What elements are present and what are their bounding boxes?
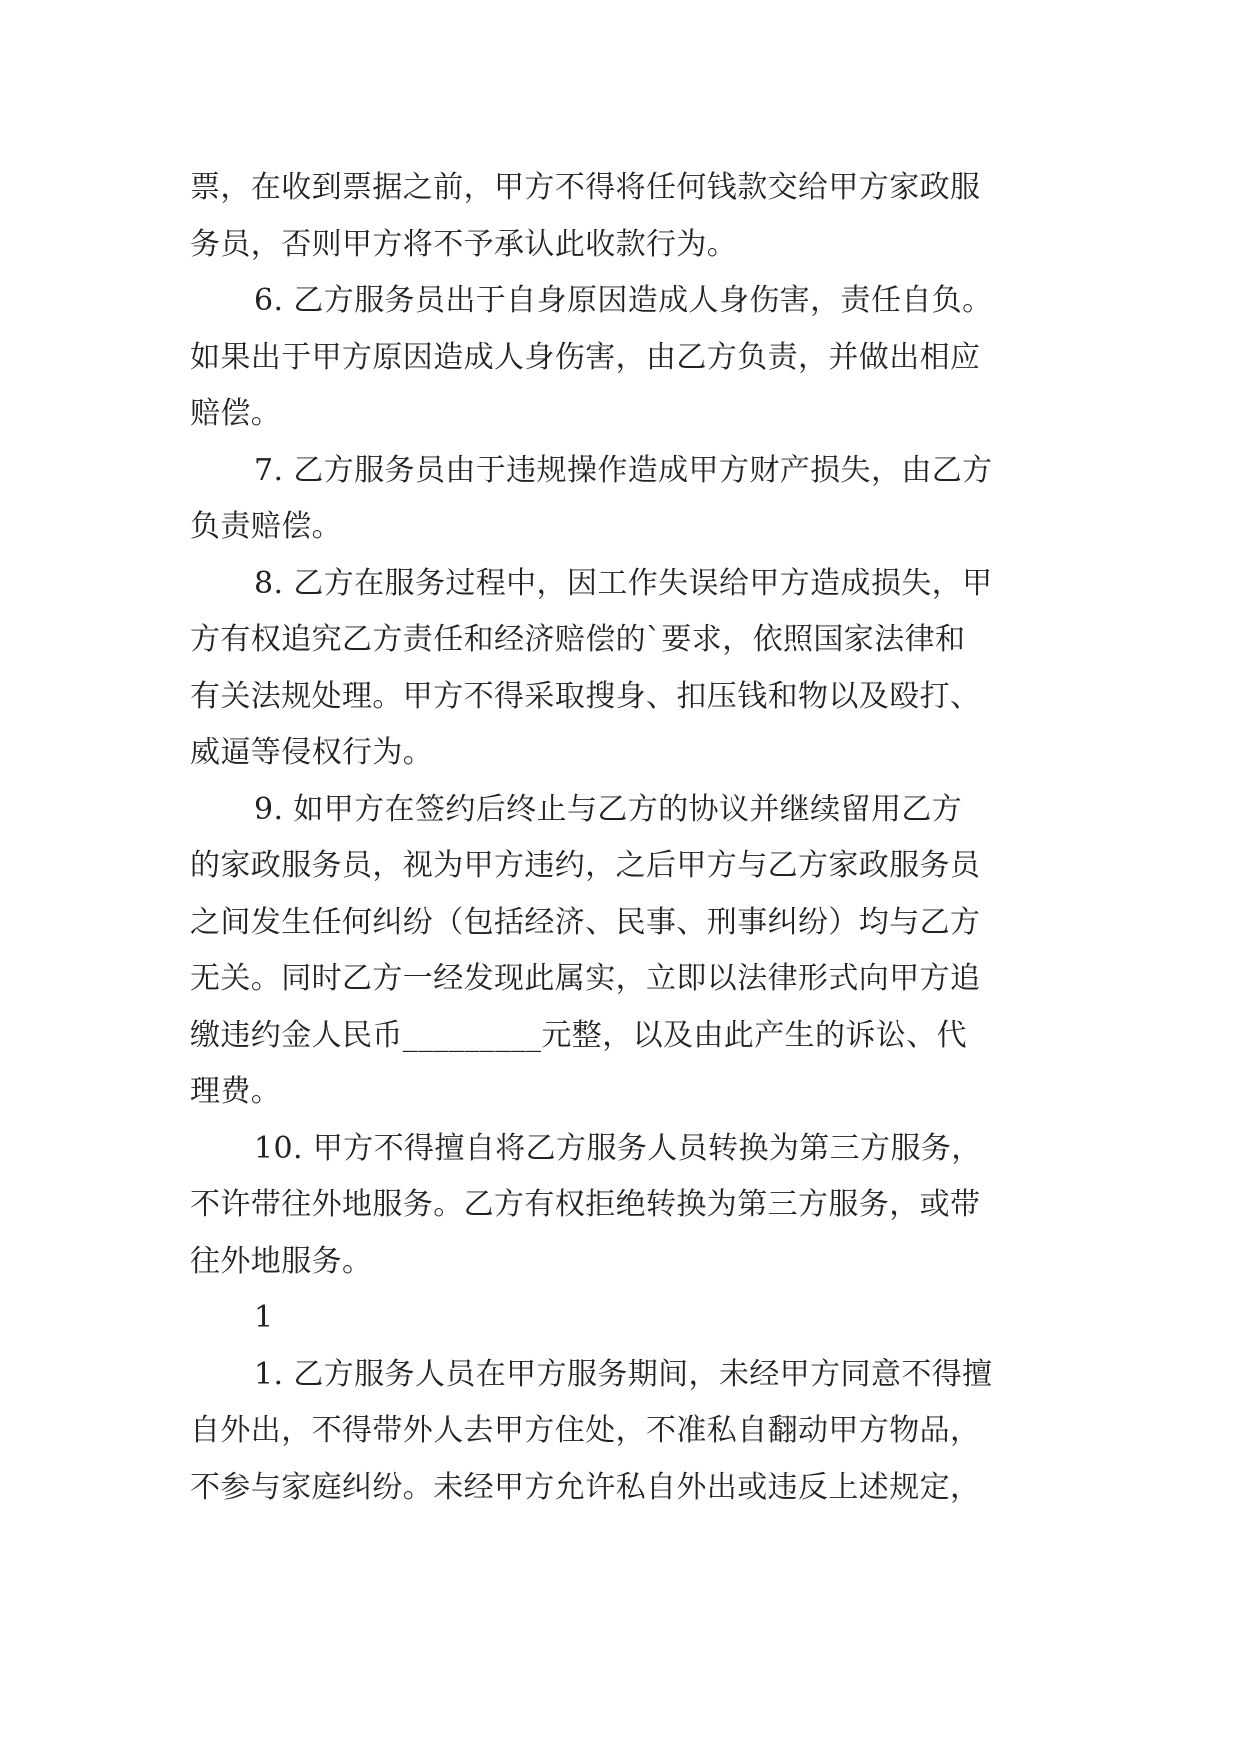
text-line: 务员，否则甲方将不予承认此收款行为。 [190, 226, 738, 262]
text-line: 缴违约金人民币_________元整，以及由此产生的诉讼、代 [190, 1017, 967, 1053]
text-line: 如果出于甲方原因造成人身伤害，由乙方负责，并做出相应 [190, 339, 981, 375]
text-line: 往外地服务。 [190, 1243, 373, 1279]
text-line: 自外出，不得带外人去甲方住处，不准私自翻动甲方物品， [190, 1413, 981, 1448]
section-number: 1 [254, 1300, 274, 1335]
clause-1-line: 1. 乙方服务人员在甲方服务期间，未经甲方同意不得擅 [254, 1356, 993, 1392]
text-line: 威逼等侵权行为。 [190, 735, 434, 770]
clause-10-line: 10. 甲方不得擅自将乙方服务人员转换为第三方服务， [254, 1130, 982, 1166]
clause-6-line: 6. 乙方服务员出于自身原因造成人身伤害，责任自负。 [254, 283, 993, 318]
text-line: 理费。 [190, 1074, 282, 1109]
text-line: 不许带往外地服务。乙方有权拒绝转换为第三方服务，或带 [190, 1187, 981, 1222]
clause-9-line: 9. 如甲方在签约后终止与乙方的协议并继续留用乙方 [254, 791, 963, 827]
clause-7-line: 7. 乙方服务员由于违规操作造成甲方财产损失，由乙方 [254, 452, 993, 488]
text-line: 负责赔偿。 [190, 509, 342, 544]
text-line: 的家政服务员，视为甲方违约，之后甲方与乙方家政服务员 [190, 848, 981, 883]
text-line: 票，在收到票据之前，甲方不得将任何钱款交给甲方家政服 [190, 170, 981, 205]
text-line: 无关。同时乙方一经发现此属实，立即以法律形式向甲方追 [190, 961, 981, 996]
text-line: 赔偿。 [190, 396, 282, 431]
text-line: 之间发生任何纠纷（包括经济、民事、刑事纠纷）均与乙方 [190, 904, 981, 940]
text-line: 方有权追究乙方责任和经济赔偿的`要求，依照国家法律和 [190, 622, 966, 657]
document-body [190, 160, 1090, 1516]
text-line: 不参与家庭纠纷。未经甲方允许私自外出或违反上述规定， [190, 1469, 981, 1505]
clause-8-line: 8. 乙方在服务过程中，因工作失误给甲方造成损失，甲 [254, 565, 993, 601]
text-line: 有关法规处理。甲方不得采取搜身、扣压钱和物以及殴打、 [190, 678, 981, 714]
